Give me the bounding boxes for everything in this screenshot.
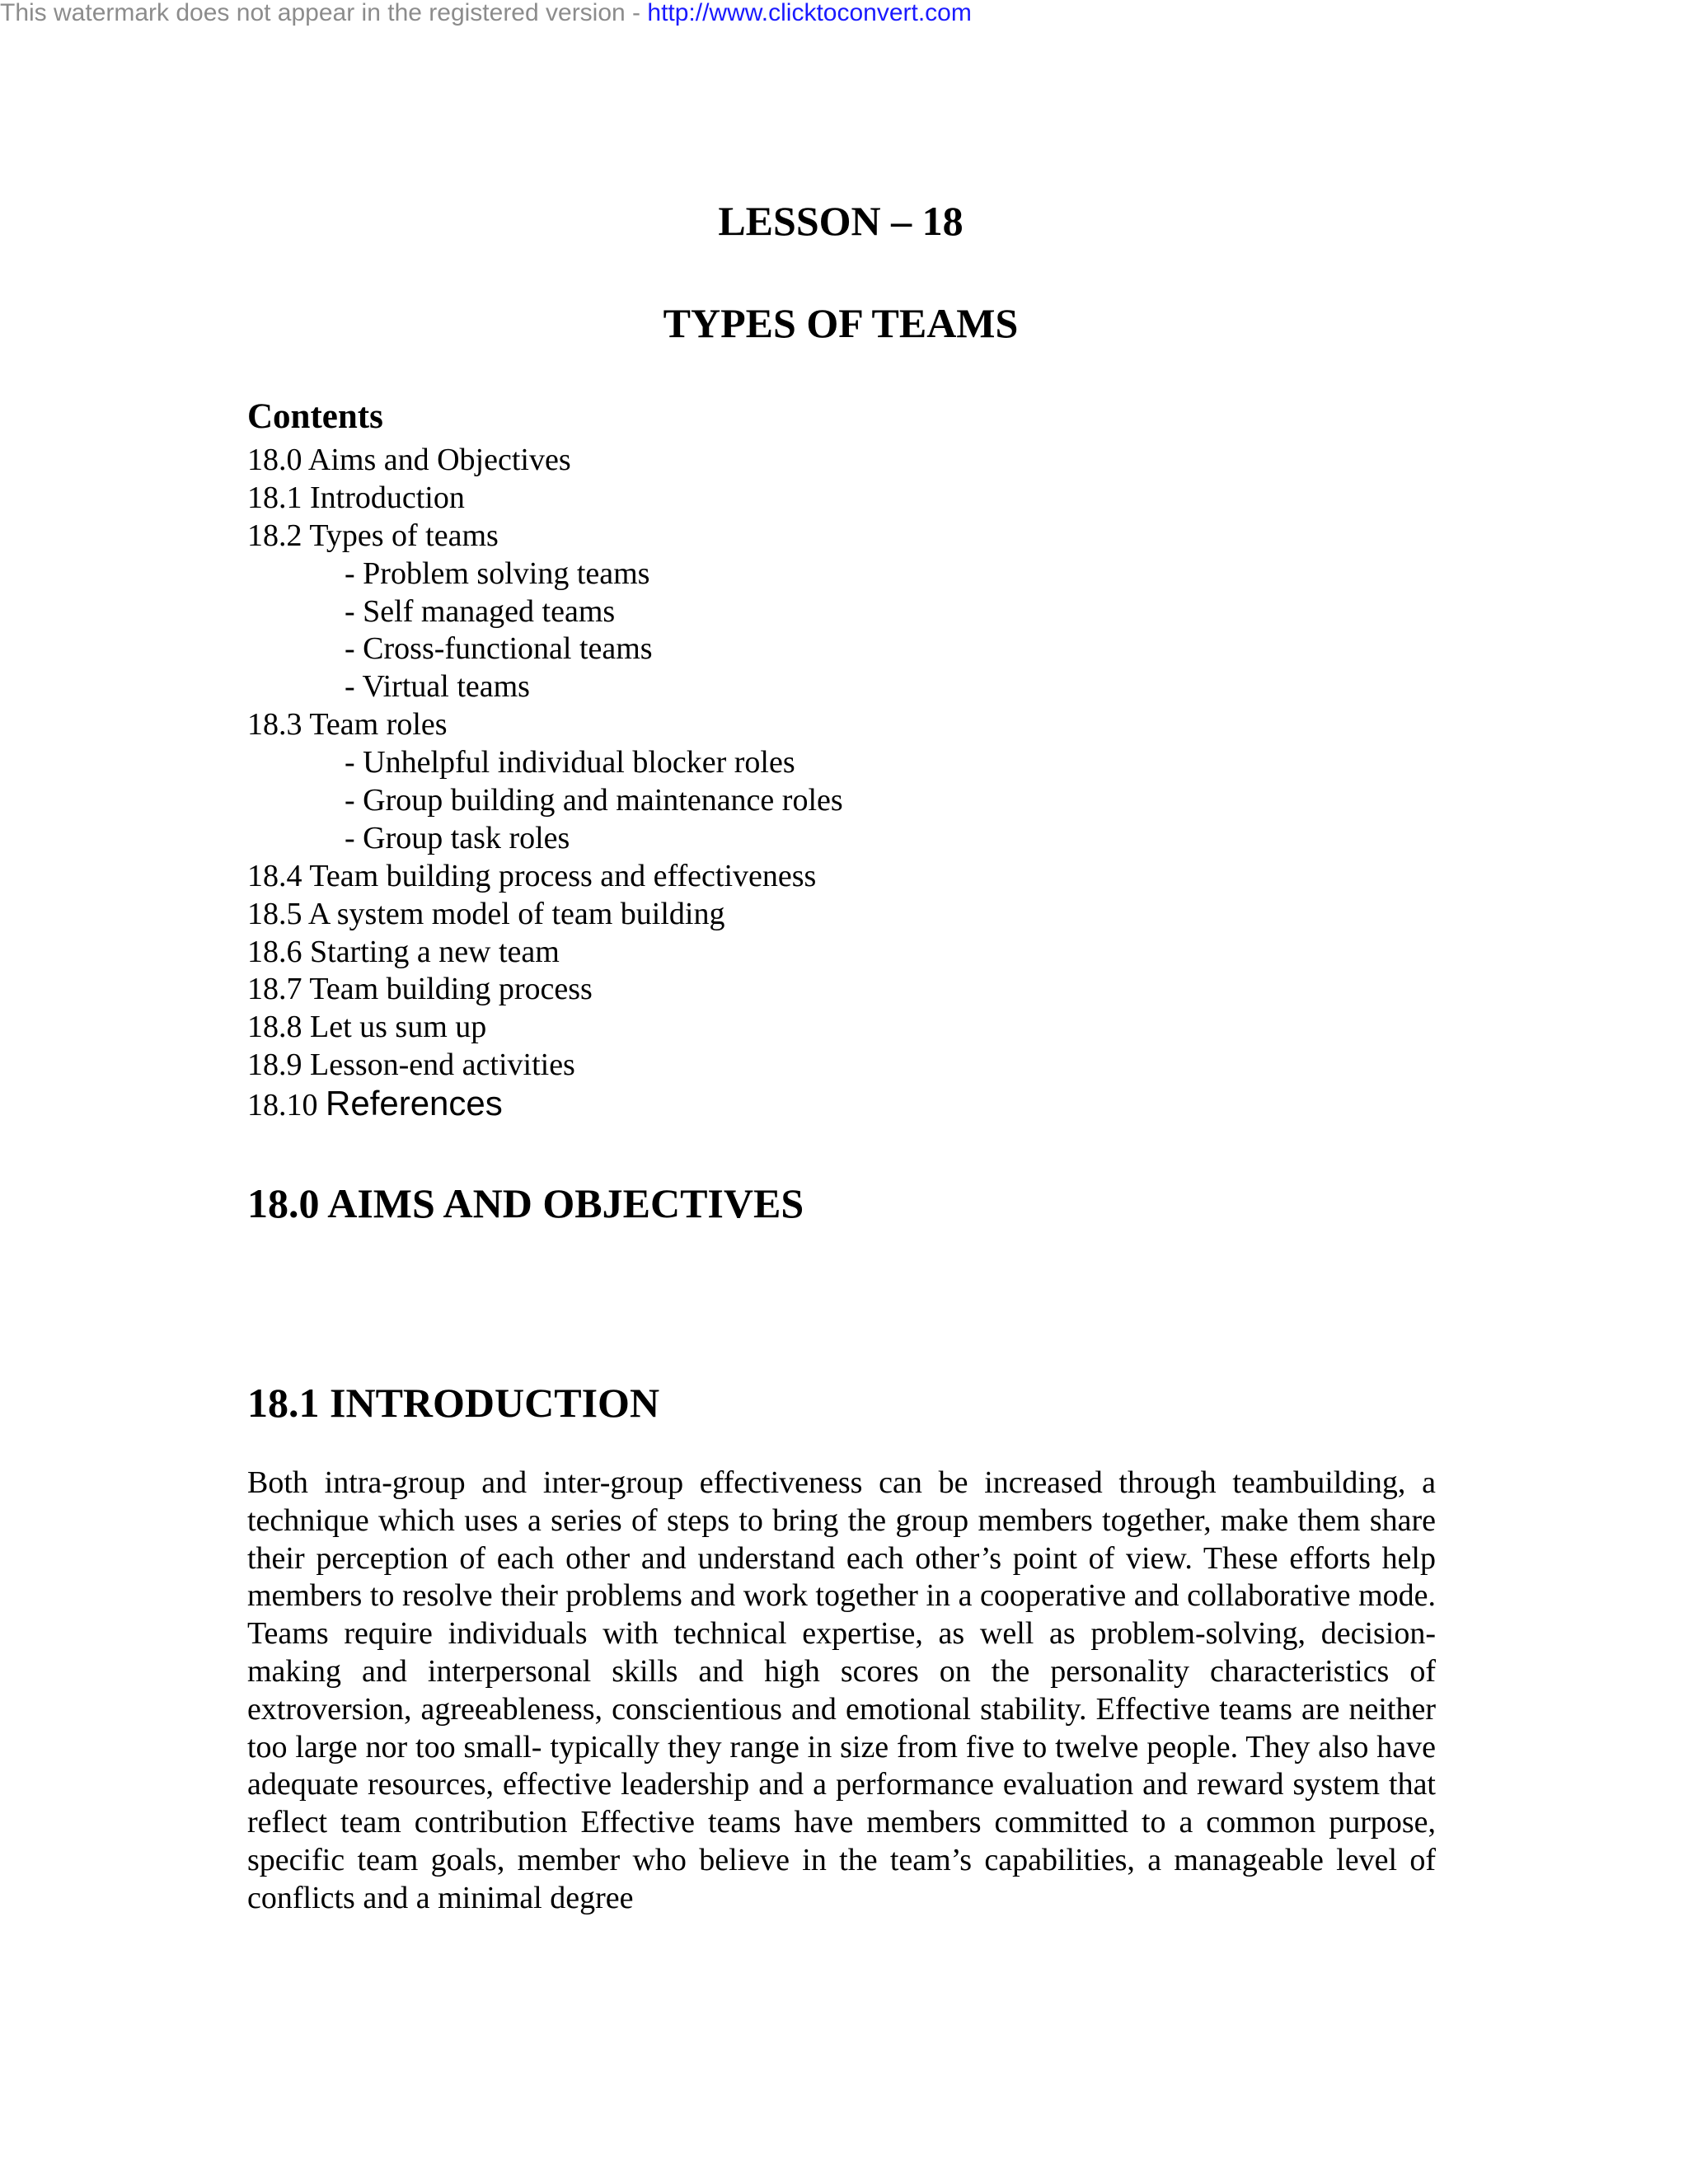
- toc-item: [247, 1085, 1434, 1122]
- toc-item: - Self managed teams: [345, 593, 616, 629]
- toc-item: - Group task roles: [345, 820, 570, 855]
- lesson-title: LESSON – 18: [718, 198, 964, 244]
- toc-item: 18.5 A system model of team building: [247, 896, 725, 931]
- toc-item: - Group building and maintenance roles: [345, 783, 843, 818]
- watermark-banner: [0, 0, 972, 26]
- toc-item: 18.0 Aims and Objectives: [247, 443, 571, 477]
- toc-item: - Unhelpful individual blocker roles: [345, 745, 795, 780]
- toc-item: - Problem solving teams: [345, 555, 650, 591]
- toc-item: - Virtual teams: [345, 669, 530, 705]
- toc-item: 18.3 Team roles: [247, 707, 448, 743]
- section-heading-introduction: 18.1 INTRODUCTION: [247, 1380, 660, 1426]
- watermark-text: This watermark does not appear in the registered version -: [0, 0, 648, 26]
- toc-item: - Cross-functional teams: [345, 631, 653, 667]
- toc-item: 18.4 Team building process and effectiveness: [247, 858, 817, 893]
- toc-item: 18.9 Lesson-end activities: [247, 1047, 575, 1083]
- introduction-paragraph: Both intra-group and inter-group effectiveness can be increased through teambuilding, a technique which uses a series of steps to bring the group members together, make them share their perception of each other and understand each other’s point of view. These efforts help members to resolve their problems and work together in a cooperative and collaborative mode. Teams require individuals with technical expertise, as well as problem-solving, decision-making and interpersonal skills and high scores on the personality characteristics of extroversion, agreeableness, conscientious and emotional stability. Effective teams are neither too large nor too small- typically they range in size from five to twelve people. They also have adequate resources, effective leadership and a performance evaluation and reward system that reflect team contribution Effective teams have members committed to a common purpose, specific team goals, member who believe in the team’s capabilities, a manageable level of conflicts and a minimal degree: [247, 1465, 1436, 1915]
- toc-item-label: References: [326, 1084, 503, 1123]
- toc-item: 18.1 Introduction: [247, 480, 465, 515]
- contents-heading: Contents: [247, 397, 383, 436]
- toc-item: 18.8 Let us sum up: [247, 1010, 487, 1045]
- toc-item: 18.6 Starting a new team: [247, 934, 560, 969]
- toc-item: 18.7 Team building process: [247, 972, 593, 1007]
- toc-item-number: 18.10: [247, 1088, 326, 1123]
- toc-item: 18.2 Types of teams: [247, 518, 499, 553]
- section-heading-aims: 18.0 AIMS AND OBJECTIVES: [247, 1180, 804, 1226]
- table-of-contents: [247, 442, 1434, 1122]
- watermark-link[interactable]: http://www.clicktoconvert.com: [647, 0, 972, 26]
- lesson-subtitle: TYPES OF TEAMS: [663, 300, 1019, 346]
